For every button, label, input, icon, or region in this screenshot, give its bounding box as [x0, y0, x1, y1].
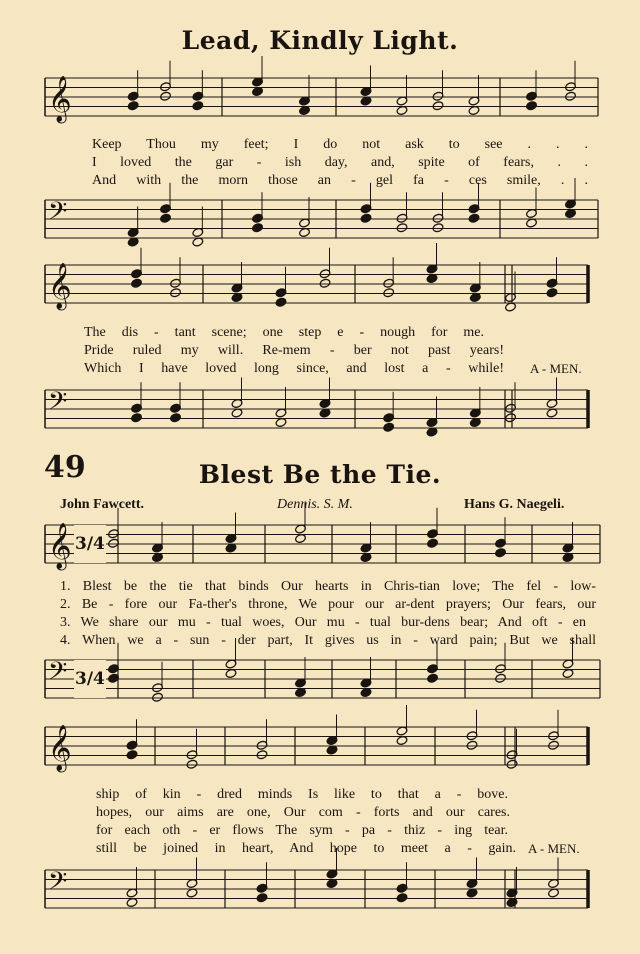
note-head [468, 213, 480, 223]
lyric-line: I loved the gar - ish day, and, spite of fears, . . [92, 155, 588, 170]
note-head [152, 692, 164, 702]
note-head [546, 288, 558, 298]
note-head [427, 673, 439, 683]
note-head [466, 740, 478, 750]
time-signature-bass: 3/4 [74, 660, 106, 698]
composer: Hans G. Naegeli. [464, 497, 565, 512]
treble-clef-icon: 𝄞 [48, 725, 72, 771]
note-head [495, 673, 507, 683]
amen: A - MEN. [530, 361, 582, 376]
note-head [565, 91, 577, 101]
note-head [252, 223, 264, 233]
note-head [256, 893, 268, 903]
bass-clef-icon: 𝄢 [48, 387, 68, 422]
tune-name: Dennis. S. M. [277, 497, 353, 512]
note-head [506, 759, 518, 769]
note-head [160, 91, 172, 101]
note-head [432, 101, 444, 111]
note-head [548, 740, 560, 750]
note-head [170, 288, 182, 298]
note-head [360, 213, 372, 223]
lyric-line: And with the morn those an - gel fa - ces smile, . . [92, 173, 588, 188]
note-head [131, 413, 143, 423]
hymn-title: Lead, Kindly Light. [181, 26, 459, 55]
author: John Fawcett. [60, 497, 144, 512]
note-head [160, 213, 172, 223]
amen: A - MEN. [528, 841, 580, 856]
lyric-line: ship of kin - dred minds Is like to that a - bove. [96, 787, 508, 802]
time-signature-treble: 3/4 [74, 525, 106, 563]
bass-clef-icon: 𝄢 [48, 867, 68, 902]
lyric-line: 3. We share our mu - tual woes, Our mu - tual bur-dens bear; And oft - en [60, 615, 586, 630]
note-head [495, 548, 507, 558]
note-head [192, 101, 204, 111]
lyric-line: 1. Blest be the tie that binds Our hearts in Chris-tian love; The fel - low- [60, 579, 596, 594]
note-head [127, 101, 139, 111]
note-head [396, 223, 408, 233]
note-head [505, 413, 517, 423]
note-head [383, 288, 395, 298]
note-head [275, 297, 287, 307]
lyric-line: for each oth - er flows The sym - pa - thiz - ing tear. [96, 823, 508, 838]
bass-clef-icon: 𝄢 [48, 657, 68, 692]
bass-clef-icon: 𝄢 [48, 197, 68, 232]
note-head [126, 750, 138, 760]
treble-clef-icon: 𝄞 [48, 523, 72, 569]
note-head [427, 538, 439, 548]
lyric-line: Which I have loved long since, and lost a - while! [84, 361, 504, 376]
lyric-line: hopes, our aims are one, Our com - forts and our cares. [96, 805, 510, 820]
note-head [432, 223, 444, 233]
lyric-line: The dis - tant scene; one step e - nough for me. [84, 325, 484, 340]
note-head [526, 101, 538, 111]
note-head [319, 278, 331, 288]
note-head [170, 413, 182, 423]
hymn-number: 49 [44, 450, 86, 485]
note-head [383, 422, 395, 432]
note-head [131, 278, 143, 288]
treble-clef-icon: 𝄞 [48, 76, 72, 122]
lyric-line: 2. Be - fore our Fa-ther's throne, We pour our ar-dent prayers; Our fears, our [60, 597, 596, 612]
note-head [256, 750, 268, 760]
lyric-line: Pride ruled my will. Re-mem - ber not past years! [84, 343, 504, 358]
note-head [186, 759, 198, 769]
lyric-line: 4. When we a - sun - der part, It gives us in - ward pain; But we shall [60, 633, 596, 648]
lyric-line: still be joined in heart, And hope to meet a - gain. [96, 841, 516, 856]
treble-clef-icon: 𝄞 [48, 263, 72, 309]
lyric-line: Keep Thou my feet; I do not ask to see . . . [92, 137, 588, 152]
hymn-title: Blest Be the Tie. [198, 460, 442, 489]
note-head [396, 893, 408, 903]
